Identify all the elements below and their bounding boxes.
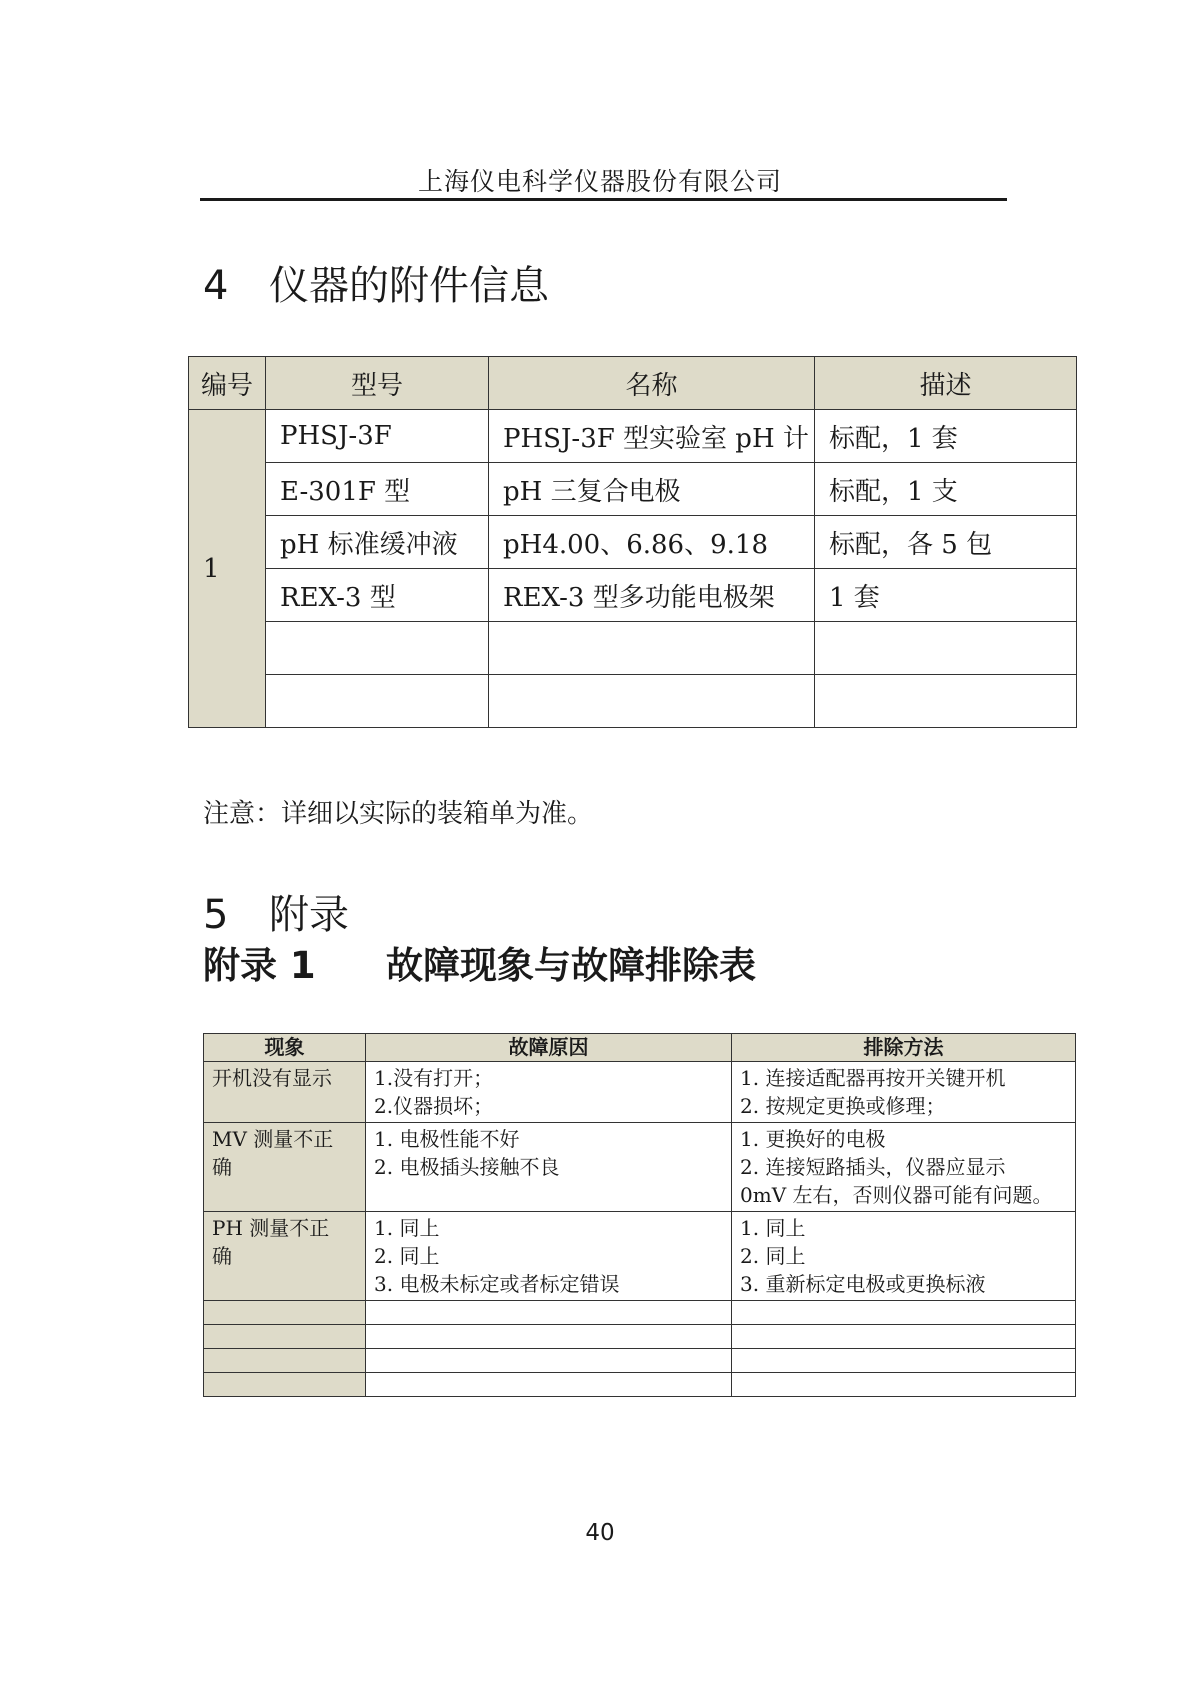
blank-row (204, 1349, 1076, 1373)
description-cell: 标配，1 套 (815, 410, 1077, 463)
name-cell: PHSJ-3F 型实验室 pH 计 (489, 410, 815, 463)
cause-cell-line: 1. 电极性能不好 (374, 1127, 520, 1151)
group-number-cell: 1 (189, 410, 266, 728)
blank-cell (732, 1349, 1076, 1373)
model-cell: REX-3 型 (266, 569, 489, 622)
model-cell: pH 标准缓冲液 (266, 516, 489, 569)
symptom-cell-line: 确 (212, 1244, 232, 1268)
blank-cell (204, 1349, 366, 1373)
appendix-1-heading (203, 935, 756, 989)
description-cell: 1 套 (815, 569, 1077, 622)
model-cell (266, 675, 489, 728)
section-4-title: 仪器的附件信息 (269, 263, 549, 309)
section-4-number: 4 (203, 263, 229, 309)
blank-cell (366, 1301, 732, 1325)
symptom-cell (204, 1062, 366, 1123)
section-4-heading (203, 254, 549, 311)
symptom-cell-line: PH 测量不正 (212, 1216, 330, 1240)
blank-cell (366, 1349, 732, 1373)
model-cell: PHSJ-3F (266, 410, 489, 463)
blank-row (204, 1301, 1076, 1325)
blank-cell (204, 1325, 366, 1349)
table-row (204, 1123, 1076, 1212)
description-cell (815, 675, 1077, 728)
blank-row (204, 1373, 1076, 1397)
table-row (204, 1212, 1076, 1301)
blank-cell (732, 1373, 1076, 1397)
symptom-cell-line: 确 (212, 1155, 232, 1179)
blank-cell (366, 1373, 732, 1397)
cause-cell (366, 1212, 732, 1301)
symptom-cell (204, 1212, 366, 1301)
fix-cell-line: 1. 同上 (740, 1216, 806, 1240)
blank-row (204, 1325, 1076, 1349)
blank-cell (732, 1325, 1076, 1349)
fix-cell-line: 1. 连接适配器再按开关键开机 (740, 1066, 1006, 1090)
name-cell: pH4.00、6.86、9.18 (489, 516, 815, 569)
section-5-title: 附录 (269, 892, 349, 938)
cause-cell-line: 1.没有打开； (374, 1066, 494, 1090)
col-cause: 故障原因 (366, 1034, 732, 1062)
appendix-1-label: 附录 1 (203, 944, 316, 987)
blank-cell (732, 1301, 1076, 1325)
cause-cell-line: 1. 同上 (374, 1216, 440, 1240)
col-description: 描述 (815, 357, 1077, 410)
symptom-cell (204, 1123, 366, 1212)
cause-cell (366, 1062, 732, 1123)
fix-cell-line: 1. 更换好的电极 (740, 1127, 886, 1151)
accessory-table-header (189, 357, 1077, 410)
table-row (189, 675, 1077, 728)
description-cell: 标配，各 5 包 (815, 516, 1077, 569)
name-cell: REX-3 型多功能电极架 (489, 569, 815, 622)
fault-table-header (204, 1034, 1076, 1062)
cause-cell-line: 3. 电极未标定或者标定错误 (374, 1272, 620, 1296)
name-cell (489, 622, 815, 675)
description-cell: 标配，1 支 (815, 463, 1077, 516)
table-row (189, 463, 1077, 516)
blank-cell (204, 1301, 366, 1325)
accessory-table (188, 356, 1077, 728)
fix-cell (732, 1062, 1076, 1123)
model-cell: E-301F 型 (266, 463, 489, 516)
col-fix: 排除方法 (732, 1034, 1076, 1062)
table-row (189, 410, 1077, 463)
col-name: 名称 (489, 357, 815, 410)
table-row (204, 1062, 1076, 1123)
header-rule (200, 198, 1007, 201)
cause-cell-line: 2.仪器损坏； (374, 1094, 494, 1118)
fix-cell-line: 2. 连接短路插头，仪器应显示 (740, 1155, 1006, 1179)
table-row (189, 569, 1077, 622)
fix-cell-line: 2. 按规定更换或修理； (740, 1094, 946, 1118)
fix-cell-line: 0mV 左右，否则仪器可能有问题。 (740, 1183, 1053, 1207)
cause-cell-line: 2. 电极插头接触不良 (374, 1155, 560, 1179)
table-row (189, 516, 1077, 569)
symptom-cell-line: MV 测量不正 (212, 1127, 334, 1151)
description-cell (815, 622, 1077, 675)
cause-cell-line: 2. 同上 (374, 1244, 440, 1268)
fix-cell-line: 2. 同上 (740, 1244, 806, 1268)
blank-cell (204, 1373, 366, 1397)
fix-cell-line: 3. 重新标定电极或更换标液 (740, 1272, 986, 1296)
fix-cell (732, 1212, 1076, 1301)
col-model: 型号 (266, 357, 489, 410)
blank-cell (366, 1325, 732, 1349)
name-cell (489, 675, 815, 728)
section-5-number: 5 (203, 892, 229, 938)
fault-table (203, 1033, 1076, 1397)
col-symptom: 现象 (204, 1034, 366, 1062)
page-number: 40 (585, 1520, 615, 1546)
col-number: 编号 (189, 357, 266, 410)
appendix-1-title: 故障现象与故障排除表 (386, 944, 756, 987)
name-cell: pH 三复合电极 (489, 463, 815, 516)
section-5-heading (203, 883, 349, 940)
packing-list-note: 注意：详细以实际的装箱单为准。 (203, 799, 594, 829)
company-header: 上海仪电科学仪器股份有限公司 (417, 167, 782, 196)
fix-cell (732, 1123, 1076, 1212)
symptom-cell-line: 开机没有显示 (212, 1066, 332, 1090)
model-cell (266, 622, 489, 675)
cause-cell (366, 1123, 732, 1212)
table-row (189, 622, 1077, 675)
